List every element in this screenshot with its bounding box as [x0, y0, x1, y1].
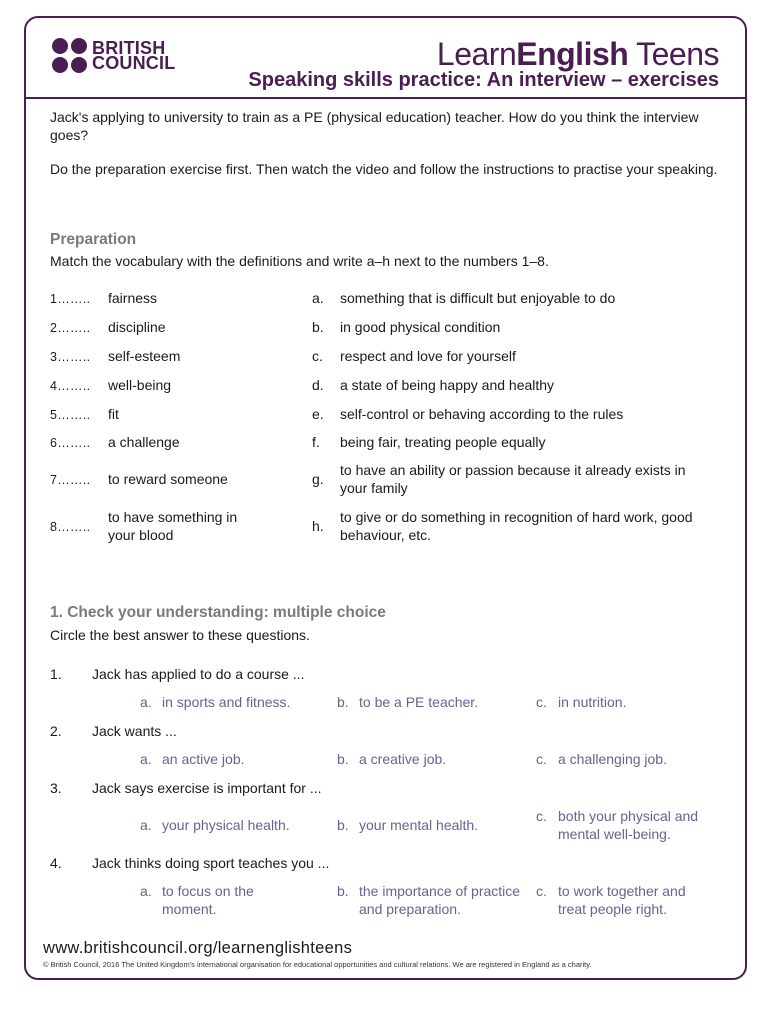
question-text: Jack thinks doing sport teaches you ...	[92, 855, 330, 871]
option-text: a challenging job.	[558, 751, 667, 767]
answer-option[interactable]	[337, 817, 537, 853]
answer-option[interactable]	[536, 883, 736, 919]
option-letter: c.	[536, 883, 547, 899]
preparation-instruction: Match the vocabulary with the definitions and write a–h next to the numbers 1–8.	[50, 253, 549, 269]
task1-instruction: Circle the best answer to these questions.	[50, 627, 310, 643]
vocab-definition: respect and love for yourself	[340, 348, 516, 364]
answer-option[interactable]	[140, 817, 340, 853]
option-text: both your physical and mental well-being.	[558, 808, 699, 842]
option-text: to be a PE teacher.	[359, 694, 479, 710]
header	[26, 18, 745, 99]
option-letter: b.	[337, 694, 349, 710]
vocab-number: 7……..	[50, 473, 91, 487]
definition-letter: g.	[312, 471, 324, 487]
preparation-heading: Preparation	[50, 231, 137, 248]
question-number: 2.	[50, 723, 62, 739]
answer-option[interactable]	[140, 883, 340, 919]
british-council-logo	[52, 38, 175, 73]
vocab-definition: self-control or behaving according to the rules	[340, 406, 624, 422]
vocab-number: 2……..	[50, 321, 91, 335]
footer-url[interactable]: www.britishcouncil.org/learnenglishteens	[43, 939, 353, 957]
learnenglish-teens-logo: LearnEnglish Teens	[436, 36, 719, 72]
option-text: an active job.	[162, 751, 245, 767]
vocab-word: well-being	[108, 377, 172, 393]
definition-letter: d.	[312, 377, 324, 393]
intro-paragraph-2: Do the preparation exercise first. Then watch the video and follow the instructions to practise your speaking.	[50, 161, 718, 177]
question-number: 4.	[50, 855, 62, 871]
answer-option[interactable]	[536, 694, 736, 730]
definition-letter: f.	[312, 434, 320, 450]
vocab-definition: something that is difficult but enjoyable to do	[340, 290, 616, 306]
vocab-word: fit	[108, 406, 119, 422]
question-text: Jack says exercise is important for ...	[92, 780, 322, 796]
option-text: your physical health.	[162, 817, 290, 833]
option-text: your mental health.	[359, 817, 479, 833]
option-text: to focus on the moment.	[162, 883, 254, 917]
question-text: Jack has applied to do a course ...	[92, 666, 305, 682]
vocab-word: to have something in your blood	[108, 509, 238, 543]
answer-option[interactable]	[337, 883, 537, 919]
vocab-definition: in good physical condition	[340, 319, 501, 335]
answer-option[interactable]	[337, 694, 537, 730]
option-text: in sports and fitness.	[162, 694, 291, 710]
definition-letter: a.	[312, 290, 324, 306]
intro-paragraph-1: Jack's applying to university to train as a PE (physical education) teacher. How do you think the interview goes?	[50, 109, 699, 143]
option-letter: b.	[337, 751, 349, 767]
option-letter: a.	[140, 817, 152, 833]
brand-line-2: COUNCIL	[92, 52, 176, 73]
option-text: a creative job.	[359, 751, 447, 767]
question-text: Jack wants ...	[92, 723, 177, 739]
option-letter: c.	[536, 694, 547, 710]
brand-line-1: BRITISH	[92, 37, 166, 58]
vocab-number: 5……..	[50, 408, 91, 422]
option-text: in nutrition.	[558, 694, 627, 710]
vocab-definition: to give or do something in recognition of hard work, good behaviour, etc.	[340, 509, 693, 543]
option-letter: c.	[536, 751, 547, 767]
vocab-definition: to have an ability or passion because it already exists in your family	[340, 462, 686, 496]
vocab-number: 3……..	[50, 350, 91, 364]
answer-option[interactable]	[337, 751, 537, 787]
question-number: 3.	[50, 780, 62, 796]
vocab-word: a challenge	[108, 434, 180, 450]
definition-letter: e.	[312, 406, 324, 422]
vocab-word: to reward someone	[108, 471, 228, 487]
option-letter: a.	[140, 751, 152, 767]
option-letter: b.	[337, 883, 349, 899]
option-letter: a.	[140, 694, 152, 710]
option-text: the importance of practice and preparation.	[359, 883, 521, 917]
page-title: Speaking skills practice: An interview – exercises	[248, 69, 719, 91]
definition-letter: h.	[312, 518, 324, 534]
logo-dots-icon	[52, 38, 87, 73]
vocab-number: 1……..	[50, 292, 91, 306]
footer-copyright: © British Council, 2016 The United Kingdom's international organisation for educational opportunities and cultural relations. We are registered in England as a charity.	[43, 960, 592, 969]
definition-letter: b.	[312, 319, 324, 335]
vocab-definition: being fair, treating people equally	[340, 434, 546, 450]
answer-option[interactable]	[536, 808, 736, 844]
vocab-number: 4……..	[50, 379, 91, 393]
option-text: to work together and treat people right.	[558, 883, 686, 917]
question-number: 1.	[50, 666, 62, 682]
vocab-word: self-esteem	[108, 348, 181, 364]
option-letter: b.	[337, 817, 349, 833]
answer-option[interactable]	[536, 751, 736, 787]
option-letter: a.	[140, 883, 152, 899]
vocab-word: fairness	[108, 290, 158, 306]
option-letter: c.	[536, 808, 547, 824]
vocab-number: 6……..	[50, 436, 91, 450]
task1-heading: 1. Check your understanding: multiple choice	[50, 604, 386, 621]
vocab-word: discipline	[108, 319, 166, 335]
definition-letter: c.	[312, 348, 323, 364]
vocab-number: 8……..	[50, 520, 91, 534]
vocab-definition: a state of being happy and healthy	[340, 377, 555, 393]
